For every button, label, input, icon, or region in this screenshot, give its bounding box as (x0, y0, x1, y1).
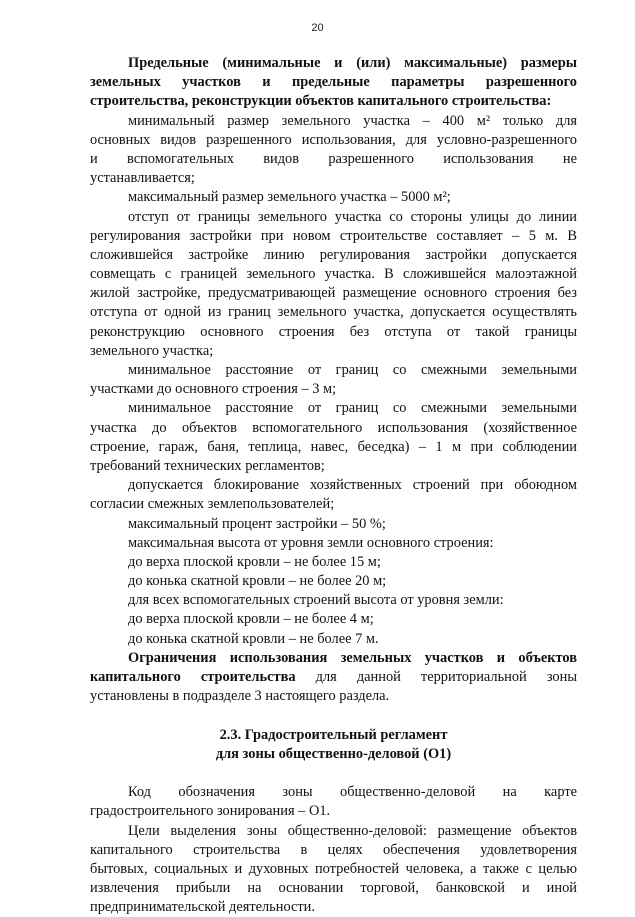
text-line: для всех вспомогательных строений высота от уровня земли: (90, 591, 577, 610)
text-line: жилой застройке, предусматривающей размещение основного строения без (90, 284, 577, 303)
text-line: до верха плоской кровли – не более 4 м; (90, 610, 577, 629)
paragraph-zone-goals (90, 822, 577, 917)
text-line: и вспомогательных видов разрешенного использования не (90, 150, 577, 169)
section-title (90, 726, 577, 764)
paragraph-zone-code (90, 783, 577, 821)
paragraph-min-area (90, 112, 577, 189)
text-line: устанавливается; (90, 169, 577, 188)
paragraph-max-area (90, 188, 577, 207)
text-line: земельного участка; (90, 342, 577, 361)
spacer (90, 706, 577, 725)
text-line: до конька скатной кровли – не более 20 м; (90, 572, 577, 591)
text-line: реконструкцию основного строения без отступа от такой границы (90, 323, 577, 342)
text-line: максимальный процент застройки – 50 %; (90, 515, 577, 534)
paragraph-auxiliary-distance (90, 399, 577, 476)
text-line: капитального строительства в целях обеспечения удовлетворения (90, 841, 577, 860)
spacer (90, 764, 577, 783)
text-line: строительства, реконструкции объектов капитального строительства: (90, 92, 577, 111)
text-line: отступа от одной из границ земельного участка, допускается осуществлять (90, 303, 577, 322)
paragraph-restrictions (90, 649, 577, 707)
text-line: максимальный размер земельного участка – 5000 м²; (90, 188, 577, 207)
page-number: 20 (0, 22, 635, 34)
text-line: земельных участков и предельные параметры разрешенного (90, 73, 577, 92)
text-line: извлечения прибыли на основании торговой, банковской и иной (90, 879, 577, 898)
text-line: Цели выделения зоны общественно-деловой: размещение объектов (90, 822, 577, 841)
paragraph-setback (90, 208, 577, 362)
bold-phrase: капитального строительства (90, 669, 296, 685)
text-line: согласии смежных землепользователей; (90, 495, 577, 514)
paragraph-main-building-distance (90, 361, 577, 399)
text-line: 2.3. Градостроительный регламент (90, 726, 577, 745)
text-line: требований технических регламентов; (90, 457, 577, 476)
text-line: Предельные (минимальные и (или) максимальные) размеры (90, 54, 577, 73)
text-line: градостроительного зонирования – О1. (90, 802, 577, 821)
text-line: Код обозначения зоны общественно-деловой на карте (90, 783, 577, 802)
text-line: бытовых, социальных и духовных потребностей человека, а также с целью (90, 860, 577, 879)
text-fragment: для данной территориальной зоны (316, 669, 577, 685)
text-line: минимальное расстояние от границ со смежными земельными (90, 399, 577, 418)
text-line: до конька скатной кровли – не более 7 м. (90, 630, 577, 649)
text-line: установлены в подразделе 3 настоящего раздела. (90, 687, 577, 706)
text-line: участками до основного строения – 3 м; (90, 380, 577, 399)
text-line: совмещать с границей земельного участка. В сложившейся малоэтажной (90, 265, 577, 284)
text-line: Ограничения использования земельных участков и объектов (90, 649, 577, 668)
text-line: минимальное расстояние от границ со смежными земельными (90, 361, 577, 380)
text-line: допускается блокирование хозяйственных строений при обоюдном (90, 476, 577, 495)
text-line: основных видов разрешенного использования, для условно-разрешенного (90, 131, 577, 150)
paragraph-blocking (90, 476, 577, 514)
text-line: для зоны общественно-деловой (О1) (90, 745, 577, 764)
text-line: отступ от границы земельного участка со стороны улицы до линии (90, 208, 577, 227)
text-line: строение, гараж, баня, теплица, навес, беседка) – 1 м при соблюдении (90, 438, 577, 457)
page-body (90, 54, 577, 917)
text-line: предпринимательской деятельности. (90, 898, 577, 917)
text-line: минимальный размер земельного участка – 400 м² только для (90, 112, 577, 131)
text-line: максимальная высота от уровня земли основного строения: (90, 534, 577, 553)
text-line: участка до объектов вспомогательного использования (хозяйственное (90, 419, 577, 438)
text-line: сложившейся застройке линию регулирования застройки допускается (90, 246, 577, 265)
text-line: до верха плоской кровли – не более 15 м; (90, 553, 577, 572)
section-heading-limits (90, 54, 577, 112)
text-line (90, 668, 577, 687)
text-line: регулирования застройки при новом строительстве составляет – 5 м. В (90, 227, 577, 246)
